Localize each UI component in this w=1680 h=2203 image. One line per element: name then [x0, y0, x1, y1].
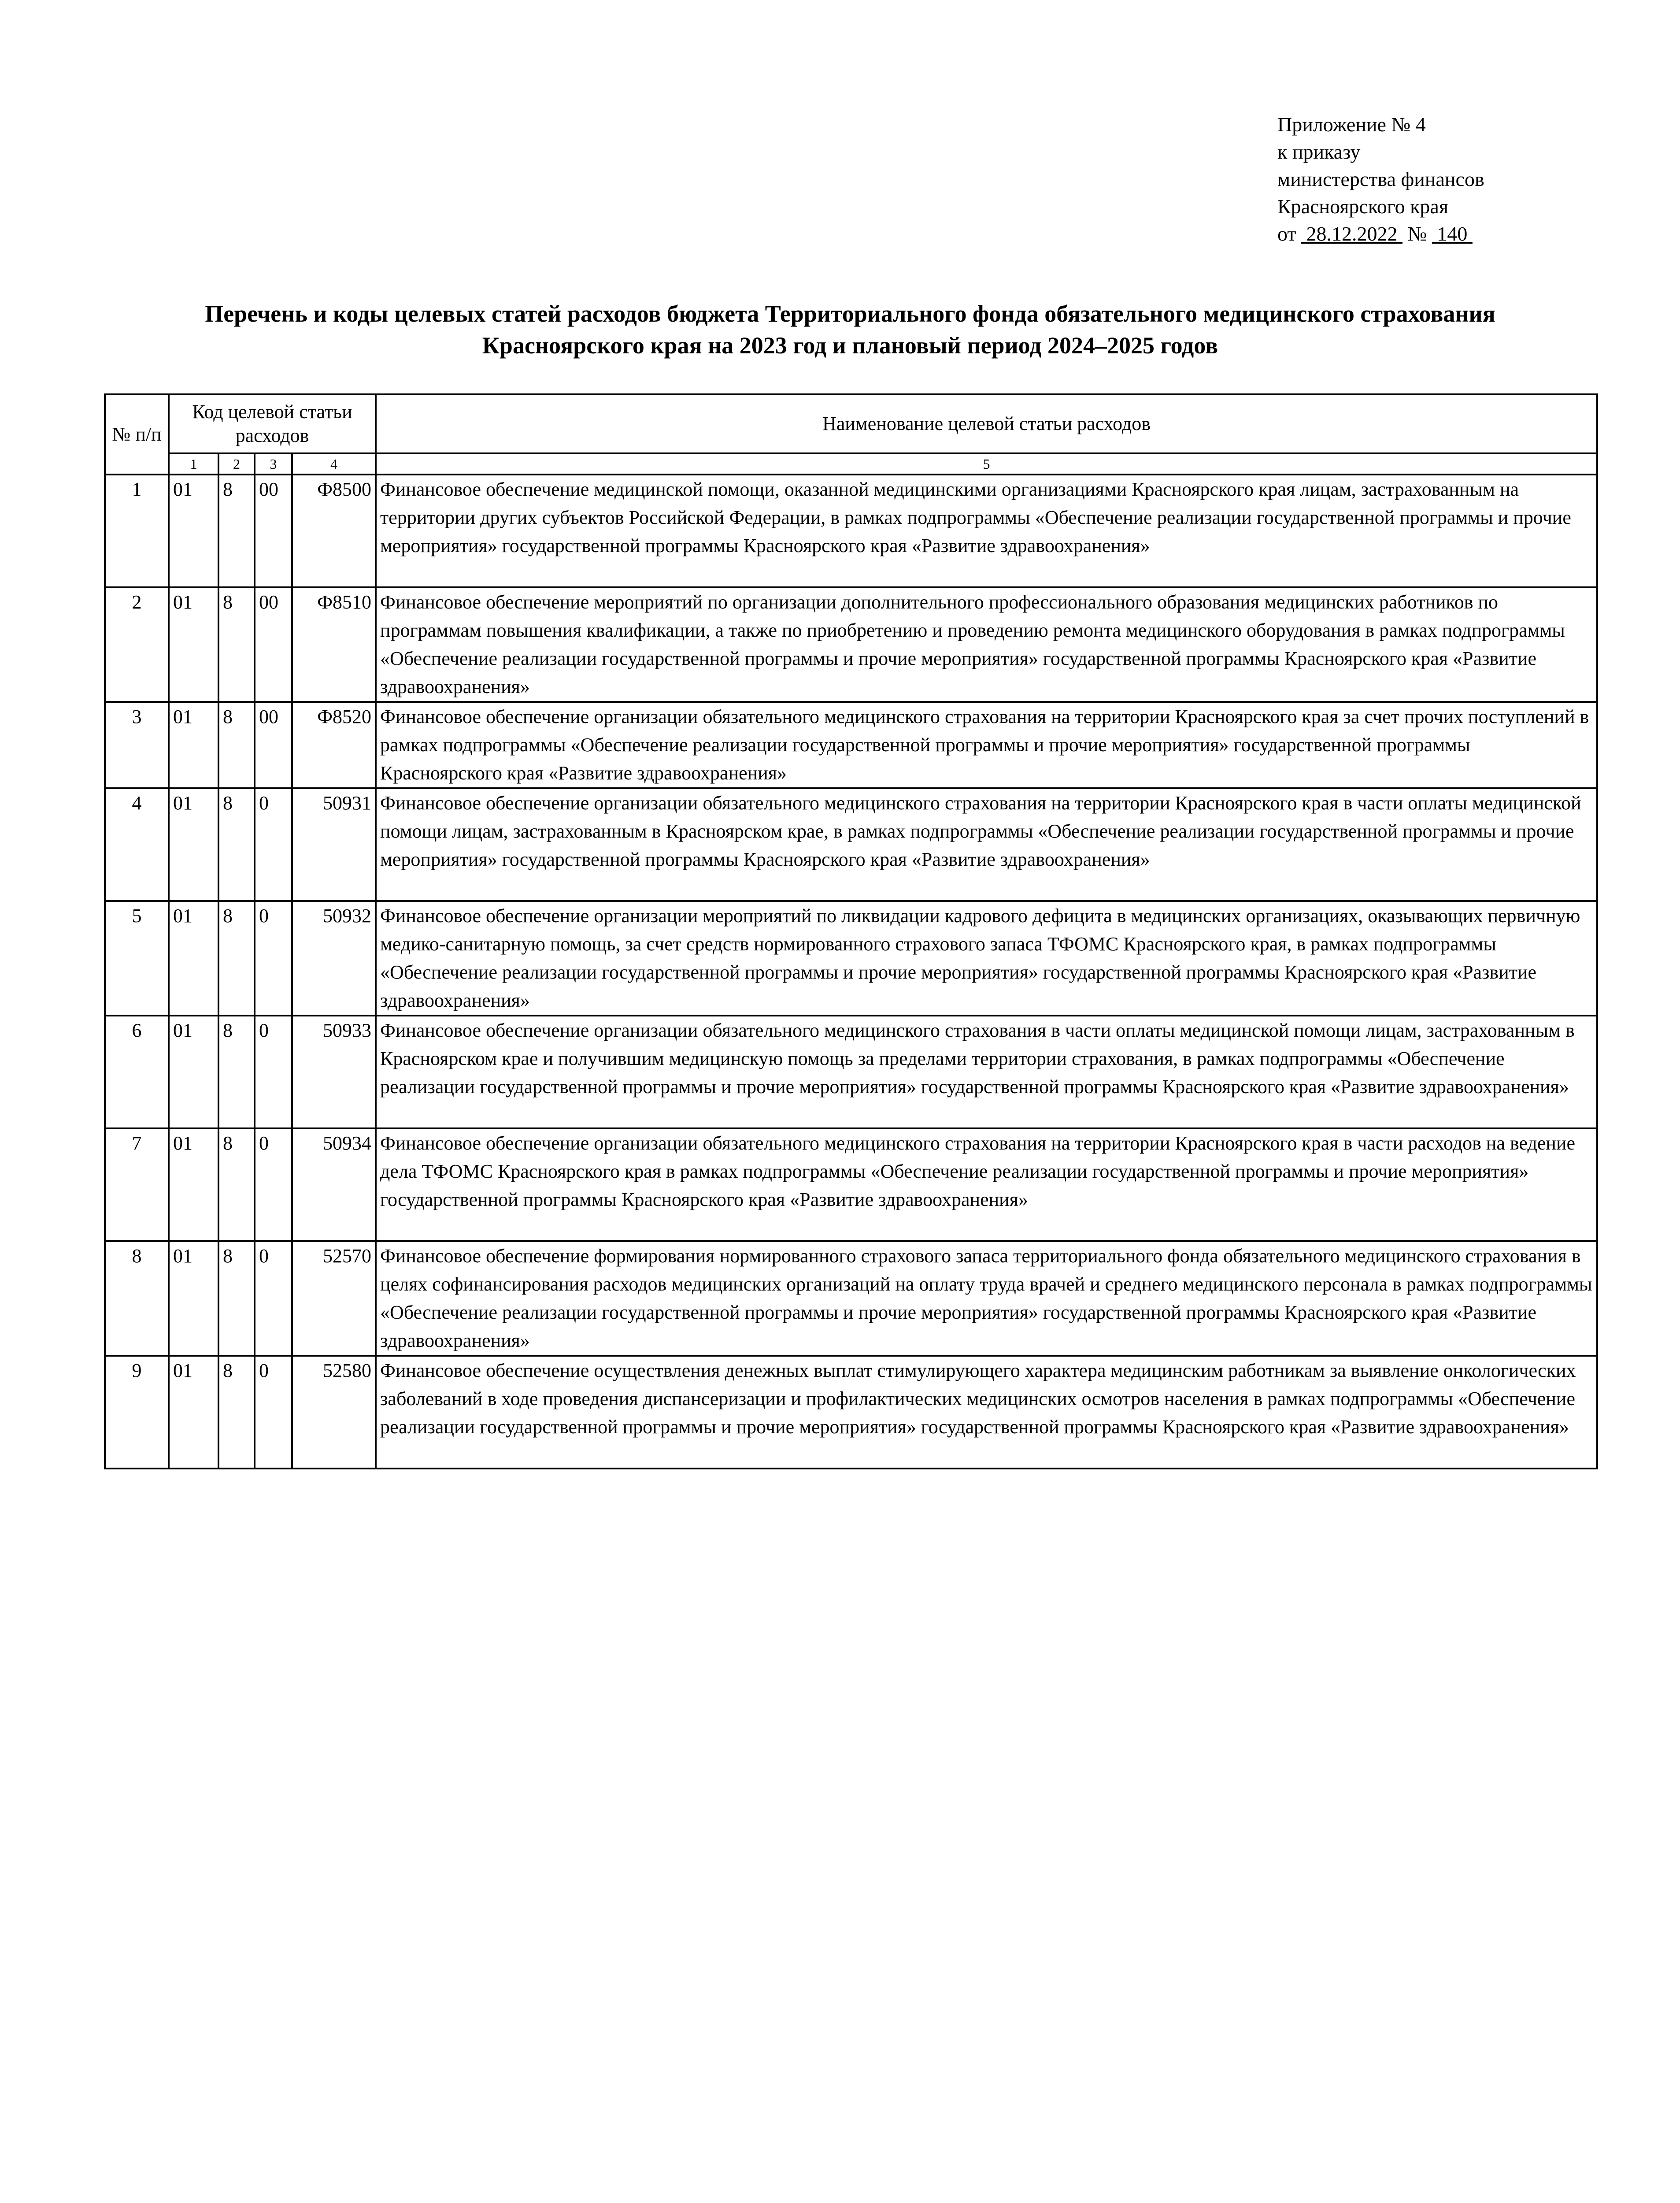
row-number: 4 [105, 788, 169, 901]
approval-date-line [1277, 220, 1484, 248]
code-part-3: 00 [255, 702, 292, 788]
code-part-1: 01 [169, 702, 218, 788]
target-articles-table [104, 393, 1598, 1469]
approval-number [1432, 223, 1473, 245]
code-part-2: 8 [218, 1241, 255, 1356]
code-part-1: 01 [169, 1128, 218, 1241]
approval-line-4: Красноярского края [1277, 195, 1448, 218]
code-part-1: 01 [169, 587, 218, 702]
code-part-4: Ф8520 [292, 702, 376, 788]
code-part-3: 0 [255, 1128, 292, 1241]
table-row [105, 475, 1597, 587]
code-part-2: 8 [218, 1128, 255, 1241]
code-part-1: 01 [169, 1016, 218, 1128]
code-part-2: 8 [218, 788, 255, 901]
code-part-1: 01 [169, 1356, 218, 1469]
article-name: Финансовое обеспечение формирования нормированного страхового запаса территориального фонда обязательного медицинского страхования в целях софинансирования расходов медицинских организаций на оплату труда врачей и среднего медицинского персонала в рамках подпрограммы «Обеспечение реализации государственной программы и прочие мероприятия» государственной программы Красноярского края «Развитие здравоохранения» [376, 1241, 1597, 1356]
col-number-3: 3 [255, 453, 292, 475]
row-number: 9 [105, 1356, 169, 1469]
document-title [106, 298, 1595, 361]
article-name: Финансовое обеспечение организации мероприятий по ликвидации кадрового дефицита в медицинских организациях, оказывающих первичную медико-санитарную помощь, за счет средств нормированного страхового запаса ТФОМС Красноярского края, в рамках подпрограммы «Обеспечение реализации государственной программы и прочие мероприятия» государственной программы Красноярского края «Развитие здравоохранения» [376, 901, 1597, 1016]
table-row [105, 702, 1597, 788]
code-part-4: 50932 [292, 901, 376, 1016]
col-number-1: 1 [169, 453, 218, 475]
code-part-2: 8 [218, 587, 255, 702]
article-name: Финансовое обеспечение мероприятий по организации дополнительного профессионального образования медицинских работников по программам повышения квалификации, а также по приобретению и проведению ремонта медицинского оборудования в рамках подпрограммы «Обеспечение реализации государственной программы и прочие мероприятия» государственной программы Красноярского края «Развитие здравоохранения» [376, 587, 1597, 702]
code-part-2: 8 [218, 702, 255, 788]
code-part-4: 52580 [292, 1356, 376, 1469]
row-number: 6 [105, 1016, 169, 1128]
code-part-4: Ф8500 [292, 475, 376, 587]
code-part-2: 8 [218, 901, 255, 1016]
approval-date-prefix: от [1277, 223, 1296, 245]
table-row [105, 1128, 1597, 1241]
table-row [105, 1241, 1597, 1356]
article-name: Финансовое обеспечение осуществления денежных выплат стимулирующего характера медицинским работникам за выявление онкологических заболеваний в ходе проведения диспансеризации и профилактических медицинских осмотров населения в рамках подпрограммы «Обеспечение реализации государственной программы и прочие мероприятия» государственной программы Красноярского края «Развитие здравоохранения» [376, 1356, 1597, 1469]
header-code: Код целевой статьи расходов [169, 394, 376, 453]
row-number: 1 [105, 475, 169, 587]
code-part-4: 50934 [292, 1128, 376, 1241]
code-part-2: 8 [218, 475, 255, 587]
code-part-3: 0 [255, 1016, 292, 1128]
code-part-3: 0 [255, 901, 292, 1016]
column-number-row [105, 453, 1597, 475]
article-name: Финансовое обеспечение организации обязательного медицинского страхования на территории Красноярского края в части расходов на ведение дела ТФОМС Красноярского края в рамках подпрограммы «Обеспечение реализации государственной программы и прочие мероприятия» государственной программы Красноярского края «Развитие здравоохранения» [376, 1128, 1597, 1241]
code-part-3: 00 [255, 587, 292, 702]
code-part-3: 0 [255, 1356, 292, 1469]
code-part-2: 8 [218, 1016, 255, 1128]
title-line-1: Перечень и коды целевых статей расходов бюджета Территориального фонда обязательного медицинского страхования [205, 300, 1495, 327]
code-part-2: 8 [218, 1356, 255, 1469]
article-name: Финансовое обеспечение медицинской помощи, оказанной медицинскими организациями Красноярского края лицам, застрахованным на территории других субъектов Российской Федерации, в рамках подпрограммы «Обеспечение реализации государственной программы и прочие мероприятия» государственной программы Красноярского края «Развитие здравоохранения» [376, 475, 1597, 587]
row-number: 5 [105, 901, 169, 1016]
code-part-1: 01 [169, 475, 218, 587]
title-line-2: Красноярского края на 2023 год и плановый период 2024–2025 годов [482, 332, 1218, 359]
article-name: Финансовое обеспечение организации обязательного медицинского страхования в части оплаты медицинской помощи лицам, застрахованным в Красноярском крае и получившим медицинскую помощь за пределами территории страхования, в рамках подпрограммы «Обеспечение реализации государственной программы и прочие мероприятия» государственной программы Красноярского края «Развитие здравоохранения» [376, 1016, 1597, 1128]
code-part-4: 50931 [292, 788, 376, 901]
approval-date [1301, 223, 1402, 245]
header-name: Наименование целевой статьи расходов [376, 394, 1597, 453]
code-part-4: 52570 [292, 1241, 376, 1356]
table-row [105, 1356, 1597, 1469]
col-number-5: 5 [376, 453, 1597, 475]
article-name: Финансовое обеспечение организации обязательного медицинского страхования на территории Красноярского края в части оплаты медицинской помощи лицам, застрахованным в Красноярском крае, в рамках подпрограммы «Обеспечение реализации государственной программы и прочие мероприятия» государственной программы Красноярского края «Развитие здравоохранения» [376, 788, 1597, 901]
row-number: 8 [105, 1241, 169, 1356]
table-row [105, 1016, 1597, 1128]
code-part-1: 01 [169, 788, 218, 901]
col-number-2: 2 [218, 453, 255, 475]
row-number: 2 [105, 587, 169, 702]
header-num: № п/п [105, 394, 169, 475]
row-number: 7 [105, 1128, 169, 1241]
code-part-1: 01 [169, 901, 218, 1016]
header-row [105, 394, 1597, 453]
code-part-1: 01 [169, 1241, 218, 1356]
table-row [105, 901, 1597, 1016]
table-row [105, 587, 1597, 702]
approval-number-prefix: № [1407, 223, 1427, 245]
approval-line-3: министерства финансов [1277, 168, 1484, 190]
code-part-4: Ф8510 [292, 587, 376, 702]
approval-block [1277, 111, 1484, 248]
col-number-4: 4 [292, 453, 376, 475]
approval-line-2: к приказу [1277, 141, 1361, 163]
table-row [105, 788, 1597, 901]
approval-line-1: Приложение № 4 [1277, 113, 1426, 136]
code-part-3: 0 [255, 788, 292, 901]
code-part-3: 0 [255, 1241, 292, 1356]
approval-number-value: 140 [1437, 223, 1468, 245]
article-name: Финансовое обеспечение организации обязательного медицинского страхования на территории Красноярского края за счет прочих поступлений в рамках подпрограммы «Обеспечение реализации государственной программы и прочие мероприятия» государственной программы Красноярского края «Развитие здравоохранения» [376, 702, 1597, 788]
approval-date-value: 28.12.2022 [1306, 223, 1398, 245]
code-part-4: 50933 [292, 1016, 376, 1128]
code-part-3: 00 [255, 475, 292, 587]
row-number: 3 [105, 702, 169, 788]
